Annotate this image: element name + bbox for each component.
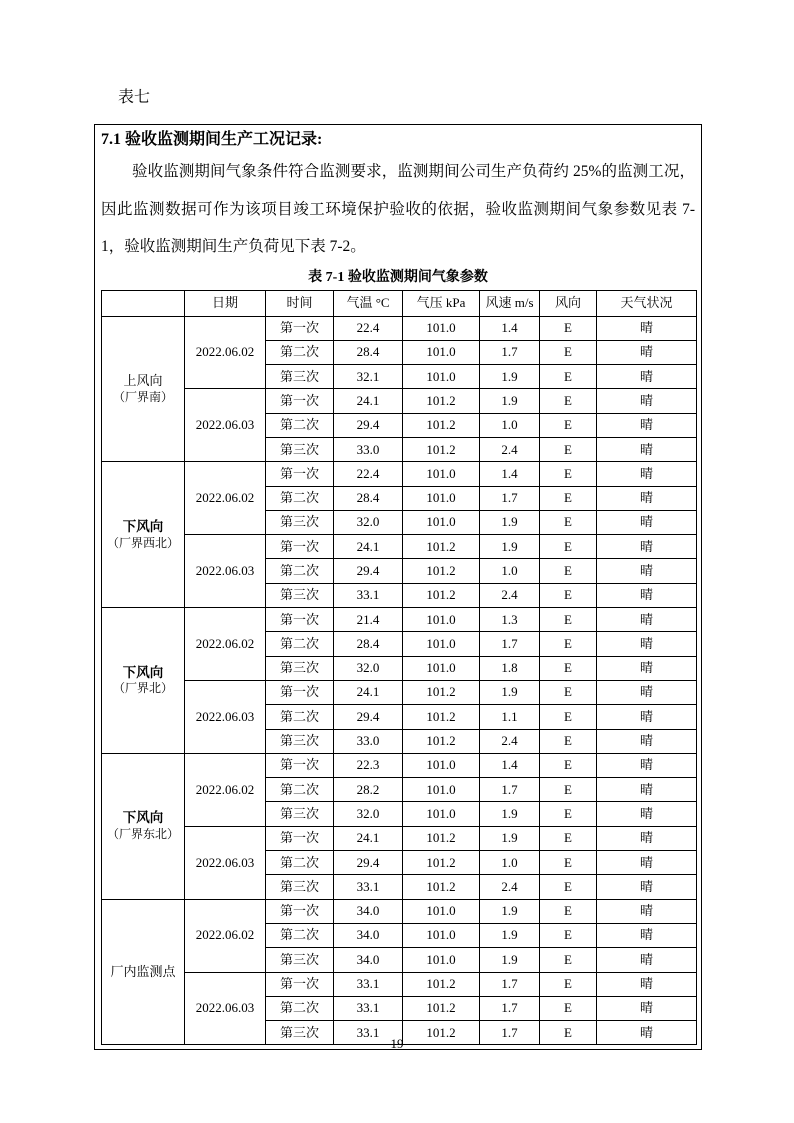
column-header: 时间 [266, 290, 334, 316]
cell-time: 第三次 [266, 437, 334, 461]
cell-time: 第二次 [266, 340, 334, 364]
cell-wind-direction: E [540, 510, 597, 534]
cell-temperature: 33.1 [334, 583, 403, 607]
location-sub: （厂界南） [112, 389, 173, 404]
cell-wind-speed: 1.0 [480, 559, 540, 583]
table-row [102, 680, 697, 704]
cell-time: 第二次 [266, 996, 334, 1020]
column-header [102, 290, 185, 316]
cell-wind-direction: E [540, 972, 597, 996]
cell-pressure: 101.2 [403, 680, 480, 704]
cell-temperature: 29.4 [334, 413, 403, 437]
cell-wind-speed: 1.7 [480, 1021, 540, 1045]
cell-wind-speed: 1.7 [480, 972, 540, 996]
cell-temperature: 28.4 [334, 486, 403, 510]
table-body [102, 316, 697, 1045]
cell-date: 2022.06.02 [185, 608, 266, 681]
cell-weather: 晴 [597, 802, 697, 826]
cell-wind-speed: 2.4 [480, 729, 540, 753]
cell-temperature: 28.4 [334, 632, 403, 656]
cell-pressure: 101.2 [403, 972, 480, 996]
cell-pressure: 101.2 [403, 705, 480, 729]
cell-location [102, 753, 185, 899]
cell-wind-direction: E [540, 437, 597, 461]
cell-wind-direction: E [540, 875, 597, 899]
cell-wind-direction: E [540, 608, 597, 632]
location-name: 上风向 [123, 373, 163, 389]
cell-time: 第三次 [266, 365, 334, 389]
cell-pressure: 101.2 [403, 996, 480, 1020]
cell-temperature: 22.4 [334, 316, 403, 340]
cell-time: 第三次 [266, 583, 334, 607]
cell-pressure: 101.0 [403, 510, 480, 534]
cell-wind-direction: E [540, 1021, 597, 1045]
cell-temperature: 33.0 [334, 437, 403, 461]
table-row [102, 316, 697, 340]
cell-weather: 晴 [597, 851, 697, 875]
cell-temperature: 33.1 [334, 1021, 403, 1045]
location-sub: （厂界西北） [106, 535, 179, 550]
cell-wind-direction: E [540, 413, 597, 437]
cell-weather: 晴 [597, 753, 697, 777]
cell-time: 第一次 [266, 972, 334, 996]
cell-pressure: 101.0 [403, 340, 480, 364]
cell-time: 第一次 [266, 753, 334, 777]
cell-pressure: 101.2 [403, 851, 480, 875]
cell-wind-speed: 1.9 [480, 899, 540, 923]
cell-pressure: 101.0 [403, 608, 480, 632]
cell-wind-speed: 1.9 [480, 826, 540, 850]
cell-wind-direction: E [540, 583, 597, 607]
table-row [102, 826, 697, 850]
location-sub: （厂界北） [112, 681, 173, 696]
cell-wind-direction: E [540, 656, 597, 680]
cell-wind-speed: 2.4 [480, 875, 540, 899]
cell-time: 第一次 [266, 389, 334, 413]
cell-wind-direction: E [540, 948, 597, 972]
cell-pressure: 101.0 [403, 486, 480, 510]
cell-temperature: 28.4 [334, 340, 403, 364]
cell-weather: 晴 [597, 583, 697, 607]
cell-wind-direction: E [540, 899, 597, 923]
cell-wind-direction: E [540, 826, 597, 850]
cell-time: 第一次 [266, 680, 334, 704]
table-row [102, 972, 697, 996]
table-row [102, 899, 697, 923]
cell-weather: 晴 [597, 705, 697, 729]
cell-time: 第三次 [266, 948, 334, 972]
cell-weather: 晴 [597, 729, 697, 753]
cell-temperature: 29.4 [334, 559, 403, 583]
cell-wind-direction: E [540, 705, 597, 729]
cell-pressure: 101.2 [403, 1021, 480, 1045]
cell-weather: 晴 [597, 437, 697, 461]
cell-time: 第二次 [266, 705, 334, 729]
cell-temperature: 21.4 [334, 608, 403, 632]
cell-weather: 晴 [597, 486, 697, 510]
location-name: 下风向 [122, 664, 164, 680]
cell-time: 第一次 [266, 535, 334, 559]
cell-date: 2022.06.02 [185, 753, 266, 826]
cell-wind-speed: 1.9 [480, 802, 540, 826]
cell-pressure: 101.0 [403, 656, 480, 680]
cell-wind-direction: E [540, 340, 597, 364]
cell-temperature: 32.0 [334, 802, 403, 826]
cell-weather: 晴 [597, 608, 697, 632]
cell-pressure: 101.0 [403, 899, 480, 923]
cell-weather: 晴 [597, 923, 697, 947]
cell-temperature: 22.4 [334, 462, 403, 486]
cell-wind-direction: E [540, 729, 597, 753]
cell-time: 第二次 [266, 413, 334, 437]
table-row [102, 535, 697, 559]
cell-temperature: 34.0 [334, 923, 403, 947]
cell-temperature: 34.0 [334, 948, 403, 972]
page-number: 19 [390, 1036, 404, 1051]
pre-title: 表七 [118, 89, 151, 106]
cell-wind-direction: E [540, 851, 597, 875]
location-name: 厂内监测点 [110, 963, 176, 979]
location-name: 下风向 [122, 810, 164, 826]
cell-wind-speed: 1.9 [480, 535, 540, 559]
cell-time: 第一次 [266, 462, 334, 486]
cell-temperature: 33.1 [334, 972, 403, 996]
column-header: 日期 [185, 290, 266, 316]
cell-time: 第一次 [266, 826, 334, 850]
cell-temperature: 24.1 [334, 680, 403, 704]
cell-wind-speed: 1.1 [480, 705, 540, 729]
cell-time: 第二次 [266, 923, 334, 947]
cell-wind-speed: 1.7 [480, 340, 540, 364]
cell-wind-speed: 1.7 [480, 778, 540, 802]
cell-temperature: 24.1 [334, 535, 403, 559]
cell-wind-direction: E [540, 778, 597, 802]
table-title: 表 7-1 验收监测期间气象参数 [308, 269, 488, 285]
cell-weather: 晴 [597, 996, 697, 1020]
cell-time: 第三次 [266, 656, 334, 680]
table-row [102, 389, 697, 413]
cell-date: 2022.06.02 [185, 316, 266, 389]
cell-weather: 晴 [597, 778, 697, 802]
header-row [102, 290, 697, 316]
cell-wind-speed: 1.9 [480, 680, 540, 704]
column-header: 气温 °C [334, 290, 403, 316]
cell-wind-speed: 1.9 [480, 948, 540, 972]
cell-date: 2022.06.02 [185, 899, 266, 972]
cell-location [102, 899, 185, 1045]
cell-wind-speed: 2.4 [480, 583, 540, 607]
cell-pressure: 101.0 [403, 778, 480, 802]
cell-pressure: 101.2 [403, 559, 480, 583]
cell-pressure: 101.0 [403, 632, 480, 656]
cell-temperature: 32.0 [334, 656, 403, 680]
cell-wind-speed: 2.4 [480, 437, 540, 461]
cell-pressure: 101.2 [403, 583, 480, 607]
cell-wind-direction: E [540, 365, 597, 389]
cell-wind-speed: 1.4 [480, 462, 540, 486]
cell-weather: 晴 [597, 948, 697, 972]
cell-wind-speed: 1.9 [480, 510, 540, 534]
location-name: 下风向 [122, 518, 164, 534]
table-row [102, 753, 697, 777]
cell-weather: 晴 [597, 316, 697, 340]
cell-time: 第一次 [266, 608, 334, 632]
cell-time: 第二次 [266, 486, 334, 510]
cell-wind-direction: E [540, 680, 597, 704]
cell-wind-direction: E [540, 535, 597, 559]
cell-temperature: 32.1 [334, 365, 403, 389]
column-header: 气压 kPa [403, 290, 480, 316]
cell-wind-speed: 1.9 [480, 389, 540, 413]
column-header: 天气状况 [597, 290, 697, 316]
cell-wind-direction: E [540, 996, 597, 1020]
cell-wind-speed: 1.9 [480, 923, 540, 947]
cell-pressure: 101.2 [403, 535, 480, 559]
cell-wind-speed: 1.7 [480, 996, 540, 1020]
cell-pressure: 101.2 [403, 389, 480, 413]
cell-weather: 晴 [597, 559, 697, 583]
cell-pressure: 101.2 [403, 729, 480, 753]
cell-temperature: 33.1 [334, 996, 403, 1020]
cell-temperature: 33.1 [334, 875, 403, 899]
cell-wind-speed: 1.0 [480, 851, 540, 875]
cell-weather: 晴 [597, 656, 697, 680]
cell-temperature: 33.0 [334, 729, 403, 753]
cell-date: 2022.06.03 [185, 826, 266, 899]
cell-weather: 晴 [597, 875, 697, 899]
cell-time: 第二次 [266, 851, 334, 875]
cell-temperature: 22.3 [334, 753, 403, 777]
cell-weather: 晴 [597, 535, 697, 559]
cell-wind-direction: E [540, 316, 597, 340]
cell-weather: 晴 [597, 899, 697, 923]
cell-wind-direction: E [540, 923, 597, 947]
cell-wind-direction: E [540, 462, 597, 486]
cell-time: 第三次 [266, 802, 334, 826]
cell-temperature: 24.1 [334, 389, 403, 413]
section-heading: 7.1 验收监测期间生产工况记录: [101, 131, 323, 148]
cell-temperature: 29.4 [334, 705, 403, 729]
cell-pressure: 101.0 [403, 923, 480, 947]
table-row [102, 462, 697, 486]
cell-weather: 晴 [597, 510, 697, 534]
cell-weather: 晴 [597, 340, 697, 364]
cell-time: 第三次 [266, 875, 334, 899]
cell-weather: 晴 [597, 972, 697, 996]
cell-time: 第二次 [266, 559, 334, 583]
cell-temperature: 34.0 [334, 899, 403, 923]
cell-temperature: 32.0 [334, 510, 403, 534]
cell-time: 第三次 [266, 729, 334, 753]
cell-weather: 晴 [597, 632, 697, 656]
cell-location [102, 316, 185, 462]
cell-pressure: 101.0 [403, 462, 480, 486]
cell-pressure: 101.0 [403, 802, 480, 826]
cell-pressure: 101.2 [403, 826, 480, 850]
content-box [94, 124, 702, 1050]
cell-wind-direction: E [540, 389, 597, 413]
column-header: 风速 m/s [480, 290, 540, 316]
cell-pressure: 101.0 [403, 948, 480, 972]
cell-temperature: 29.4 [334, 851, 403, 875]
cell-time: 第三次 [266, 1021, 334, 1045]
cell-wind-speed: 1.9 [480, 365, 540, 389]
cell-time: 第一次 [266, 316, 334, 340]
cell-pressure: 101.0 [403, 316, 480, 340]
cell-wind-speed: 1.7 [480, 632, 540, 656]
cell-date: 2022.06.03 [185, 680, 266, 753]
cell-wind-speed: 1.3 [480, 608, 540, 632]
cell-temperature: 24.1 [334, 826, 403, 850]
cell-wind-speed: 1.4 [480, 316, 540, 340]
cell-wind-direction: E [540, 632, 597, 656]
cell-weather: 晴 [597, 680, 697, 704]
body-paragraph: 验收监测期间气象条件符合监测要求，监测期间公司生产负荷约 25%的监测工况，因此监测数据可作为该项目竣工环境保护验收的依据，验收监测期间气象参数见表 7-1，验收监测期间生产负荷见下表 7-2。 [101, 163, 695, 255]
cell-pressure: 101.2 [403, 875, 480, 899]
column-header: 风向 [540, 290, 597, 316]
cell-temperature: 28.2 [334, 778, 403, 802]
cell-location [102, 462, 185, 608]
cell-pressure: 101.2 [403, 437, 480, 461]
cell-time: 第三次 [266, 510, 334, 534]
cell-date: 2022.06.02 [185, 462, 266, 535]
cell-wind-direction: E [540, 486, 597, 510]
cell-date: 2022.06.03 [185, 535, 266, 608]
cell-wind-speed: 1.4 [480, 753, 540, 777]
cell-weather: 晴 [597, 389, 697, 413]
location-sub: （厂界东北） [106, 827, 179, 842]
cell-date: 2022.06.03 [185, 389, 266, 462]
cell-weather: 晴 [597, 826, 697, 850]
cell-pressure: 101.0 [403, 365, 480, 389]
cell-weather: 晴 [597, 1021, 697, 1045]
cell-wind-direction: E [540, 802, 597, 826]
cell-pressure: 101.0 [403, 753, 480, 777]
cell-date: 2022.06.03 [185, 972, 266, 1045]
cell-wind-direction: E [540, 753, 597, 777]
cell-wind-speed: 1.0 [480, 413, 540, 437]
table-row [102, 608, 697, 632]
cell-weather: 晴 [597, 365, 697, 389]
cell-location [102, 608, 185, 754]
cell-time: 第一次 [266, 899, 334, 923]
cell-wind-speed: 1.8 [480, 656, 540, 680]
cell-weather: 晴 [597, 413, 697, 437]
cell-weather: 晴 [597, 462, 697, 486]
cell-time: 第二次 [266, 632, 334, 656]
cell-wind-direction: E [540, 559, 597, 583]
cell-time: 第二次 [266, 778, 334, 802]
cell-pressure: 101.2 [403, 413, 480, 437]
cell-wind-speed: 1.7 [480, 486, 540, 510]
weather-table [101, 290, 697, 1046]
